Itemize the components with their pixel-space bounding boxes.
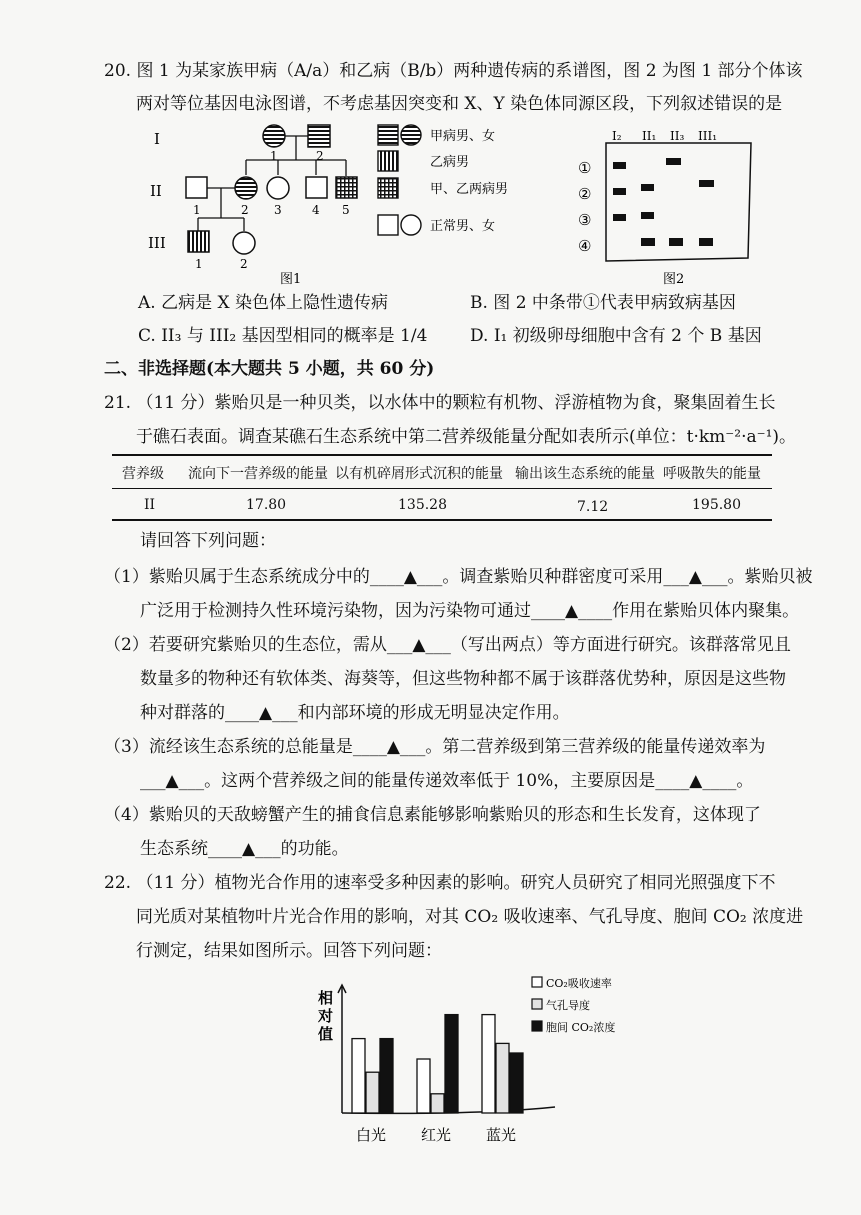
legend-label: 气孔导度 [546,999,590,1012]
section-heading: 二、非选择题(本大题共 5 小题，共 60 分) [104,359,435,379]
table-mid-rule [112,488,772,489]
bar-3 [445,1015,458,1113]
q21-part4-line1: （4）紫贻贝的天敌螃蟹产生的捕食信息素能够影响紫贻贝的形态和生长发育，这体现了 [104,805,761,825]
table-top-rule [112,454,772,456]
band [613,214,626,221]
q21-stem-line2: 于礁石表面。调查某礁石生态系统中第二营养级能量分配如表所示(单位：t·km⁻²·a⁻¹)。 [136,427,797,447]
gen-label-3: III [148,234,166,252]
band [669,238,683,246]
q21-stem-line1: 21. （11 分）紫贻贝是一种贝类，以水体中的颗粒有机物、浮游植物为食，聚集固着生长 [104,393,776,413]
label-I2: 2 [316,149,324,163]
table-bottom-rule [112,519,772,521]
legend-swatch [532,977,542,987]
x-tick-label: 白光 [356,1126,387,1144]
individual-II3-female-normal [267,177,289,199]
pedigree-figure [140,118,540,293]
individual-III1-male-b [188,231,209,252]
bar-chart [300,965,680,1155]
q20-stem-line2: 两对等位基因电泳图谱，不考虑基因突变和 X、Y 染色体同源区段，下列叙述错误的是 [136,94,783,114]
q20-option-b[interactable]: B. 图 2 中条带①代表甲病致病基因 [470,293,736,313]
row-label-2: ② [578,185,592,203]
x-tick-label: 蓝光 [486,1126,517,1144]
bar-3 [510,1053,523,1113]
gen-label-2: II [150,182,162,200]
table-header-1: 流向下一营养级的能量 [188,466,328,482]
label-II2: 2 [241,203,249,217]
legend-ab-label: 甲、乙两病男 [430,182,509,197]
row-label-1: ① [578,159,592,177]
table-cell-1: 17.80 [246,497,287,513]
y-axis-label: 对 [318,1007,334,1025]
legend-ab-icon [378,178,398,198]
q20-option-c[interactable]: C. II₃ 与 III₂ 基因型相同的概率是 1/4 [138,326,428,346]
q22-stem-line1: 22. （11 分）植物光合作用的速率受多种因素的影响。研究人员研究了相同光照强度下不 [104,873,776,893]
x-tick-label: 红光 [421,1126,452,1144]
band [699,238,713,246]
individual-I2-male-a [308,125,330,147]
legend-a-female-icon [401,125,421,145]
q21-part2-line2: 数量多的物种还有软体类、海葵等，但这些物种都不属于该群落优势种，原因是这些物 [140,669,786,689]
col-label-II3: II₃ [670,129,685,143]
legend-normal-female-icon [401,215,421,235]
legend-label: 胞间 CO₂浓度 [546,1021,616,1034]
bar-2 [496,1043,509,1113]
legend-a-male-icon [378,125,398,145]
q20-option-d[interactable]: D. I₁ 初级卵母细胞中含有 2 个 B 基因 [470,326,762,346]
individual-II1-male-normal [186,177,207,198]
individual-II4-male-normal [306,177,327,198]
table-header-2: 以有机碎屑形式沉积的能量 [335,466,503,482]
fig1-caption: 图1 [280,272,302,287]
table-cell-4: 195.80 [692,497,741,513]
q21-part2-line1: （2）若要研究紫贻贝的生态位，需从___▲___（写出两点）等方面进行研究。该群落常见且 [104,635,791,655]
col-label-II1: II₁ [642,129,657,143]
electrophoresis-figure [568,118,778,293]
table-cell-3: 7.12 [577,499,609,515]
label-II4: 4 [312,203,320,217]
label-II5: 5 [342,203,350,217]
label-III2: 2 [240,257,248,271]
q22-stem-line3: 行测定，结果如图所示。回答下列问题： [136,941,442,961]
q21-part4-line2: 生态系统____▲___的功能。 [140,839,349,859]
legend-b-icon [378,151,398,171]
q21-prompt: 请回答下列问题： [140,531,276,551]
label-II1: 1 [193,203,201,217]
col-label-III1: III₁ [698,129,718,143]
y-axis-label: 相 [318,989,334,1007]
bar-2 [366,1072,379,1113]
bar-3 [380,1039,393,1113]
band [613,162,626,169]
label-I1: 1 [270,149,278,163]
row-label-4: ④ [578,237,592,255]
q21-part3-line2: ___▲___。这两个营养级之间的能量传递效率低于 10%，主要原因是____▲____。 [140,771,754,791]
q21-part2-line3: 种对群落的____▲___和内部环境的形成无明显决定作用。 [140,703,570,723]
legend-swatch [532,1021,542,1031]
band [641,212,654,219]
legend-label: CO₂吸收速率 [546,977,612,990]
band [641,238,655,246]
legend-b-label: 乙病男 [430,155,470,170]
q21-part1-line1: （1）紫贻贝属于生态系统成分中的____▲___。调查紫贻贝种群密度可采用___▲___。紫贻贝被 [104,567,813,587]
band [641,184,654,191]
q20-stem-line1: 20. 图 1 为某家族甲病（A/a）和乙病（B/b）两种遗传病的系谱图，图 2 为图 1 部分个体该 [104,61,803,81]
table-header-0: 营养级 [122,466,164,482]
legend-normal-label: 正常男、女 [430,219,496,234]
individual-II2-female-a [235,177,257,199]
table-cell-2: 135.28 [398,497,447,513]
fig2-caption: 图2 [663,272,685,287]
band [666,158,681,165]
individual-II5-male-ab [336,177,357,198]
bar-2 [431,1094,444,1113]
table-header-4: 呼吸散失的能量 [663,466,761,482]
label-II3: 3 [274,203,282,217]
bar-1 [482,1015,495,1113]
legend-normal-male-icon [378,215,398,235]
label-III1: 1 [195,257,203,271]
table-cell-0: II [144,497,156,513]
legend-swatch [532,999,542,1009]
col-label-I2: I₂ [612,129,622,143]
table-header-3: 输出该生态系统的能量 [515,466,655,482]
band [699,180,714,187]
q20-option-a[interactable]: A. 乙病是 X 染色体上隐性遗传病 [138,293,388,313]
q22-stem-line2: 同光质对某植物叶片光合作用的影响，对其 CO₂ 吸收速率、气孔导度、胞间 CO₂ 浓度进 [136,907,804,927]
individual-III2-female-normal [233,232,255,254]
individual-I1-female-a [263,125,285,147]
q21-part3-line1: （3）流经该生态系统的总能量是____▲___。第二营养级到第三营养级的能量传递效率为 [104,737,766,757]
legend-a-label: 甲病男、女 [430,129,496,144]
row-label-3: ③ [578,211,592,229]
band [613,188,626,195]
bar-1 [352,1039,365,1113]
bar-1 [417,1059,430,1113]
q21-part1-line2: 广泛用于检测持久性环境污染物，因为污染物可通过____▲____作用在紫贻贝体内聚集。 [140,601,800,621]
gen-label-1: I [154,130,160,148]
y-axis-label: 值 [318,1025,334,1043]
